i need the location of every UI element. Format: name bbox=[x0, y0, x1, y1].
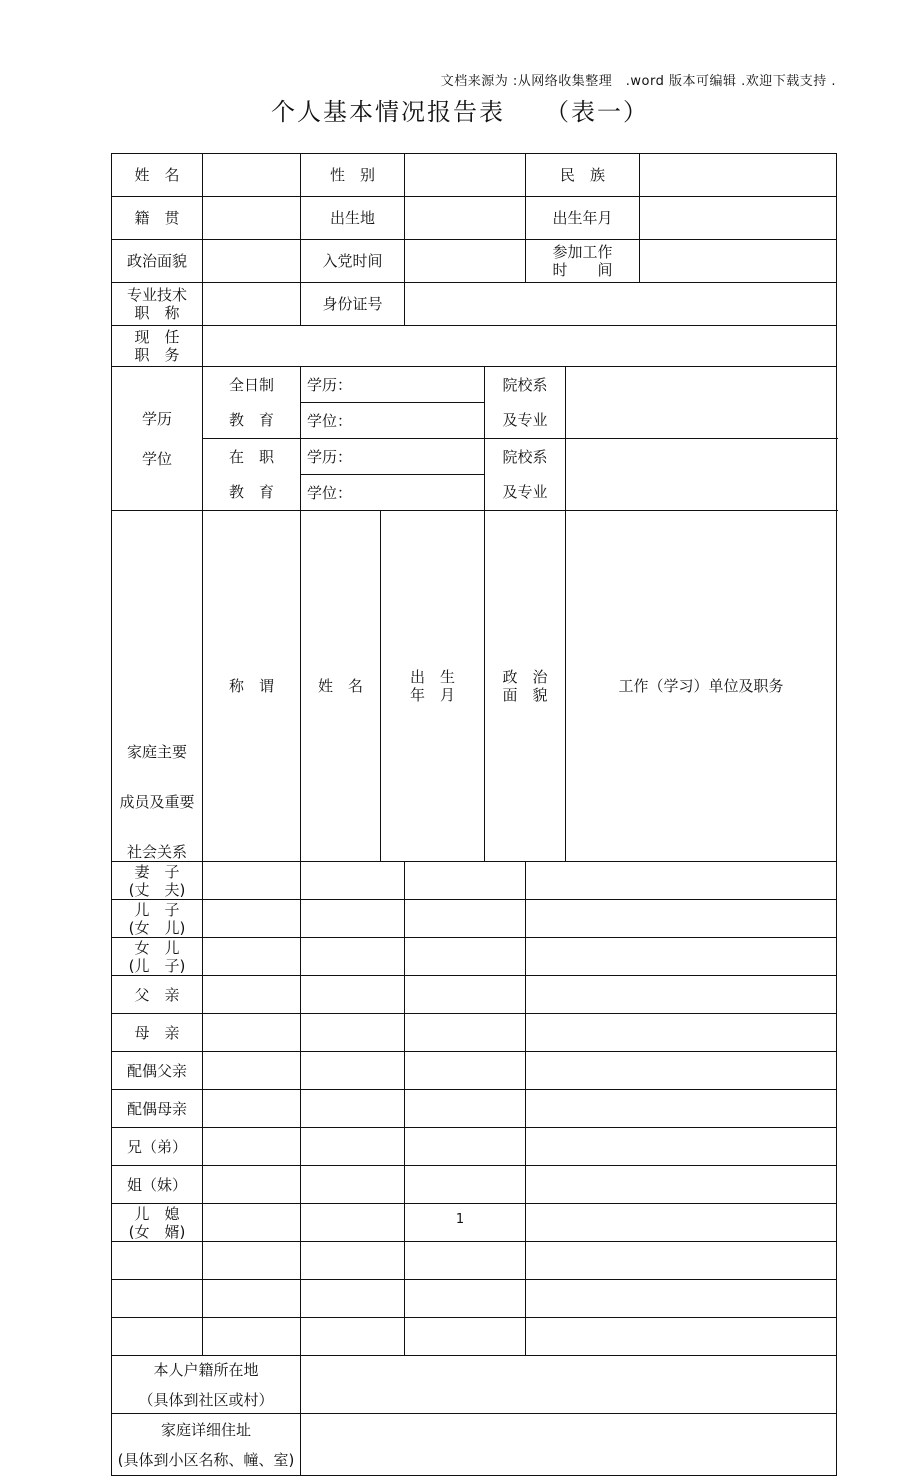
label-work-start-time: 参加工作 时 间 bbox=[526, 240, 640, 283]
family-member-name[interactable] bbox=[203, 1242, 301, 1280]
family-member-row bbox=[112, 1318, 837, 1356]
family-member-name[interactable] bbox=[203, 976, 301, 1014]
family-member-political[interactable] bbox=[405, 900, 526, 938]
label-gender: 性 别 bbox=[301, 154, 405, 197]
family-relation-label bbox=[112, 1280, 203, 1318]
field-party-join-time[interactable] bbox=[405, 240, 526, 283]
label-household-registration: 本人户籍所在地 （具体到社区或村） bbox=[112, 1356, 301, 1414]
field-birth-date[interactable] bbox=[640, 197, 837, 240]
label-birth-date: 出生年月 bbox=[526, 197, 640, 240]
family-member-political[interactable] bbox=[405, 862, 526, 900]
family-member-row bbox=[112, 1014, 837, 1052]
family-member-row bbox=[112, 1052, 837, 1090]
family-member-political[interactable] bbox=[405, 1014, 526, 1052]
label-family-section: 家庭主要 成员及重要 社会关系 bbox=[112, 511, 203, 862]
family-member-row bbox=[112, 862, 837, 900]
family-member-row bbox=[112, 1280, 837, 1318]
label-name: 姓 名 bbox=[112, 154, 203, 197]
family-member-work-unit[interactable] bbox=[526, 1014, 837, 1052]
family-member-birth[interactable] bbox=[301, 976, 405, 1014]
page-title: 个人基本情况报告表 （表一） bbox=[271, 98, 649, 126]
family-member-birth[interactable] bbox=[301, 1128, 405, 1166]
label-fulltime-1: 全日制 bbox=[203, 367, 301, 403]
family-member-work-unit[interactable] bbox=[526, 862, 837, 900]
family-member-work-unit[interactable] bbox=[526, 1280, 837, 1318]
label-political-status: 政治面貌 bbox=[112, 240, 203, 283]
family-member-row bbox=[112, 938, 837, 976]
family-member-name[interactable] bbox=[203, 1090, 301, 1128]
family-member-work-unit[interactable] bbox=[526, 1052, 837, 1090]
family-member-work-unit[interactable] bbox=[526, 976, 837, 1014]
personal-info-form bbox=[111, 153, 837, 1476]
field-household-registration[interactable] bbox=[301, 1356, 837, 1414]
header-work-unit: 工作（学习）单位及职务 bbox=[566, 511, 837, 862]
family-relation-label bbox=[112, 1318, 203, 1356]
family-member-birth[interactable] bbox=[301, 1052, 405, 1090]
family-member-political[interactable] bbox=[405, 1090, 526, 1128]
header-relation: 称 谓 bbox=[203, 511, 301, 862]
fulltime-degree-level[interactable]: 学历： bbox=[301, 367, 485, 403]
header-political: 政 治 面 貌 bbox=[485, 511, 566, 862]
family-relation-label: 母 亲 bbox=[112, 1014, 203, 1052]
field-ethnicity[interactable] bbox=[640, 154, 837, 197]
family-member-name[interactable] bbox=[203, 1166, 301, 1204]
family-member-birth[interactable] bbox=[301, 900, 405, 938]
family-member-row bbox=[112, 900, 837, 938]
label-party-join-time: 入党时间 bbox=[301, 240, 405, 283]
family-member-birth[interactable] bbox=[301, 1014, 405, 1052]
label-inservice-2: 教 育 bbox=[203, 475, 301, 511]
family-member-work-unit[interactable] bbox=[526, 900, 837, 938]
family-member-work-unit[interactable] bbox=[526, 1318, 837, 1356]
field-id-number[interactable] bbox=[405, 283, 837, 326]
family-relation-label: 姐（妹） bbox=[112, 1166, 203, 1204]
family-member-political[interactable] bbox=[405, 938, 526, 976]
family-member-political[interactable] bbox=[405, 976, 526, 1014]
label-home-address: 家庭详细住址 (具体到小区名称、幢、室) bbox=[112, 1414, 301, 1476]
family-member-birth[interactable] bbox=[301, 862, 405, 900]
family-relation-label: 儿 子 (女 儿) bbox=[112, 900, 203, 938]
field-home-address[interactable] bbox=[301, 1414, 837, 1476]
family-member-birth[interactable] bbox=[301, 1166, 405, 1204]
family-member-political[interactable] bbox=[405, 1166, 526, 1204]
family-member-name[interactable] bbox=[203, 1052, 301, 1090]
label-id-number: 身份证号 bbox=[301, 283, 405, 326]
family-member-work-unit[interactable] bbox=[526, 1128, 837, 1166]
family-member-row bbox=[112, 976, 837, 1014]
family-relation-label: 妻 子 (丈 夫) bbox=[112, 862, 203, 900]
family-member-birth[interactable] bbox=[301, 1090, 405, 1128]
family-member-birth[interactable] bbox=[301, 1318, 405, 1356]
field-birthplace[interactable] bbox=[405, 197, 526, 240]
field-gender[interactable] bbox=[405, 154, 526, 197]
label-fulltime-school-2: 及专业 bbox=[485, 403, 566, 439]
family-relation-label: 父 亲 bbox=[112, 976, 203, 1014]
family-relation-label: 兄（弟） bbox=[112, 1128, 203, 1166]
family-member-work-unit[interactable] bbox=[526, 1166, 837, 1204]
family-relation-label: 配偶母亲 bbox=[112, 1090, 203, 1128]
field-political-status[interactable] bbox=[203, 240, 301, 283]
label-native-place: 籍 贯 bbox=[112, 197, 203, 240]
header-member-name: 姓 名 bbox=[301, 511, 381, 862]
label-fulltime-2: 教 育 bbox=[203, 403, 301, 439]
label-current-post: 现 任 职 务 bbox=[112, 326, 203, 367]
field-work-start-time[interactable] bbox=[640, 240, 837, 283]
family-member-name[interactable] bbox=[203, 1318, 301, 1356]
field-tech-title[interactable] bbox=[203, 283, 301, 326]
fulltime-degree[interactable]: 学位： bbox=[301, 403, 485, 439]
family-member-political[interactable] bbox=[405, 1128, 526, 1166]
family-member-name[interactable] bbox=[203, 900, 301, 938]
family-relation-label: 女 儿 (儿 子) bbox=[112, 938, 203, 976]
family-member-political[interactable] bbox=[405, 1052, 526, 1090]
family-member-birth[interactable] bbox=[301, 1280, 405, 1318]
header-birth: 出 生 年 月 bbox=[381, 511, 485, 862]
family-member-name[interactable] bbox=[203, 862, 301, 900]
family-member-name[interactable] bbox=[203, 1280, 301, 1318]
family-relation-label: 配偶父亲 bbox=[112, 1052, 203, 1090]
family-member-name[interactable] bbox=[203, 938, 301, 976]
label-education-degree: 学历 学位 bbox=[112, 367, 203, 511]
label-inservice-school-1: 院校系 bbox=[485, 439, 566, 475]
family-member-political[interactable] bbox=[405, 1318, 526, 1356]
family-member-birth[interactable] bbox=[301, 938, 405, 976]
family-member-row bbox=[112, 1242, 837, 1280]
label-tech-title: 专业技术 职 称 bbox=[112, 283, 203, 326]
family-member-birth[interactable] bbox=[301, 1242, 405, 1280]
label-ethnicity: 民 族 bbox=[526, 154, 640, 197]
family-member-name[interactable] bbox=[203, 1128, 301, 1166]
family-member-name[interactable] bbox=[203, 1014, 301, 1052]
field-current-post[interactable] bbox=[203, 326, 837, 367]
label-inservice-school-2: 及专业 bbox=[485, 475, 566, 511]
family-member-political[interactable] bbox=[405, 1280, 526, 1318]
family-member-row bbox=[112, 1128, 837, 1166]
family-relation-label bbox=[112, 1242, 203, 1280]
family-member-work-unit[interactable] bbox=[526, 1242, 837, 1280]
label-inservice-1: 在 职 bbox=[203, 439, 301, 475]
label-birthplace: 出生地 bbox=[301, 197, 405, 240]
family-member-work-unit[interactable] bbox=[526, 1090, 837, 1128]
page-number: 1 bbox=[455, 1212, 465, 1227]
family-relation-label: 儿 媳 (女 婿) bbox=[112, 1204, 203, 1242]
family-member-row bbox=[112, 1166, 837, 1204]
field-native-place[interactable] bbox=[203, 197, 301, 240]
field-inservice-school[interactable] bbox=[566, 439, 837, 511]
label-fulltime-school-1: 院校系 bbox=[485, 367, 566, 403]
field-fulltime-school[interactable] bbox=[566, 367, 837, 439]
page-header: 文档来源为 :从网络收集整理 .word 版本可编辑 .欢迎下载支持 . bbox=[440, 74, 836, 89]
family-member-row bbox=[112, 1090, 837, 1128]
field-name[interactable] bbox=[203, 154, 301, 197]
family-member-work-unit[interactable] bbox=[526, 938, 837, 976]
family-member-political[interactable] bbox=[405, 1242, 526, 1280]
inservice-degree-level[interactable]: 学历： bbox=[301, 439, 485, 475]
inservice-degree[interactable]: 学位： bbox=[301, 475, 485, 511]
